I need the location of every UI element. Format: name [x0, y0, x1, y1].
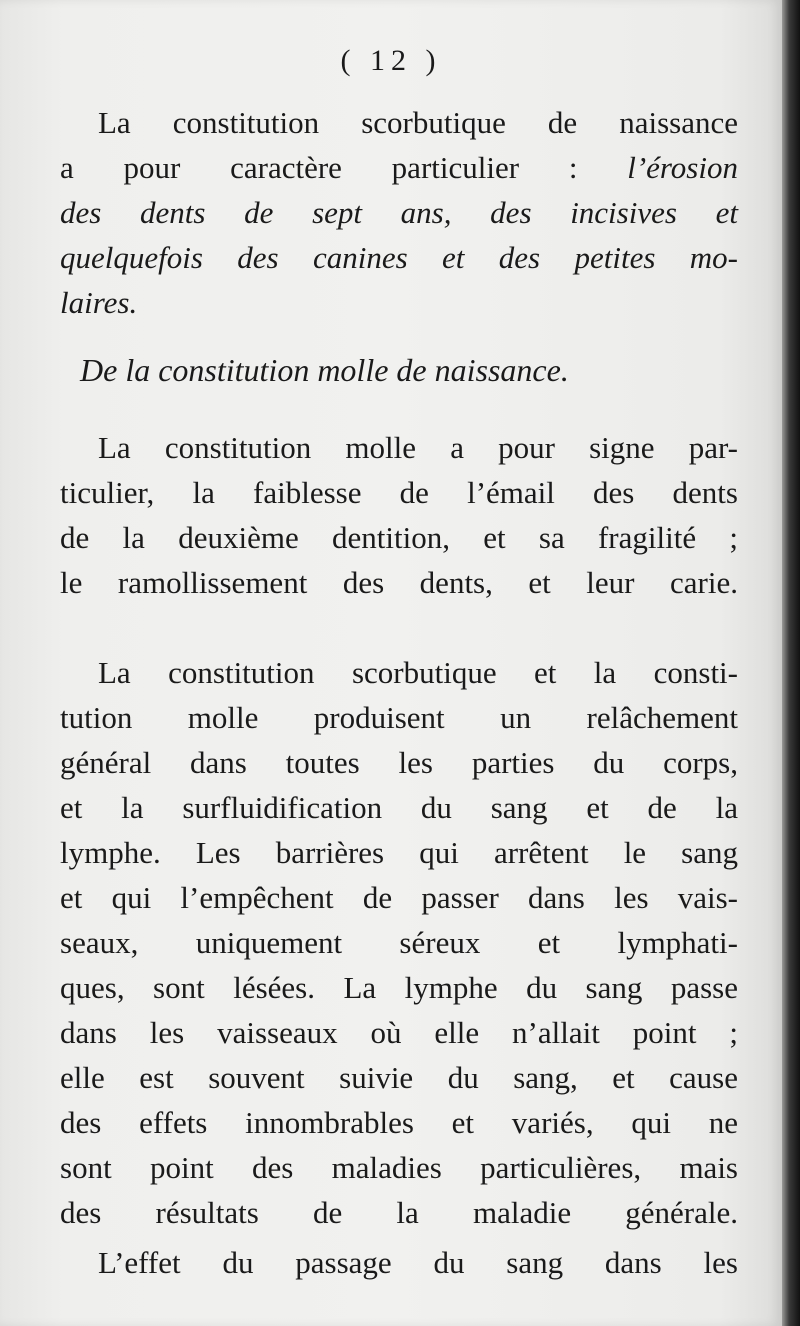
italic-line: quelquefois des canines et des petites mo- [60, 240, 738, 275]
text-line: lymphe. Les barrières qui arrêtent le sang [60, 835, 738, 870]
text-line: elle est souvent suivie du sang, et cause [60, 1060, 738, 1095]
text-line: des effets innombrables et variés, qui ne [60, 1105, 738, 1140]
text-line: ticulier, la faiblesse de l’émail des dents [60, 475, 738, 510]
paragraph-scorbutique [60, 100, 738, 325]
paragraph-effet [60, 1240, 738, 1285]
paragraph-relachement [60, 650, 738, 1235]
paragraph-molle [60, 425, 738, 605]
text-line: La constitution scorbutique et la consti- [98, 655, 738, 690]
text-line: et qui l’empêchent de passer dans les vais- [60, 880, 738, 915]
text-line [60, 145, 738, 190]
text-line: de la deuxième dentition, et sa fragilité ; [60, 520, 738, 555]
text-line: dans les vaisseaux où elle n’allait point ; [60, 1015, 738, 1050]
section-heading: De la constitution molle de naissance. [80, 352, 569, 388]
text-span: a pour caractère particulier : [60, 150, 628, 185]
text-line: général dans toutes les parties du corps, [60, 745, 738, 780]
page-number: ( 12 ) [340, 44, 442, 77]
text-line: seaux, uniquement séreux et lymphati- [60, 925, 738, 960]
text-line: ques, sont lésées. La lymphe du sang passe [60, 970, 738, 1005]
italic-line: laires. [60, 285, 138, 320]
text-line: et la surfluidification du sang et de la [60, 790, 738, 825]
italic-text: l’érosion [627, 150, 738, 185]
text-line: sont point des maladies particulières, mais [60, 1150, 738, 1185]
text-line: des résultats de la maladie générale. [60, 1195, 738, 1230]
page-edge-shadow [782, 0, 800, 1326]
text-line: le ramollissement des dents, et leur carie. [60, 565, 738, 600]
text-line: L’effet du passage du sang dans les [98, 1245, 738, 1280]
text-line: La constitution scorbutique de naissance [98, 105, 738, 140]
text-line: tution molle produisent un relâchement [60, 700, 738, 735]
text-line: La constitution molle a pour signe par- [98, 430, 738, 465]
italic-line: des dents de sept ans, des incisives et [60, 195, 738, 230]
